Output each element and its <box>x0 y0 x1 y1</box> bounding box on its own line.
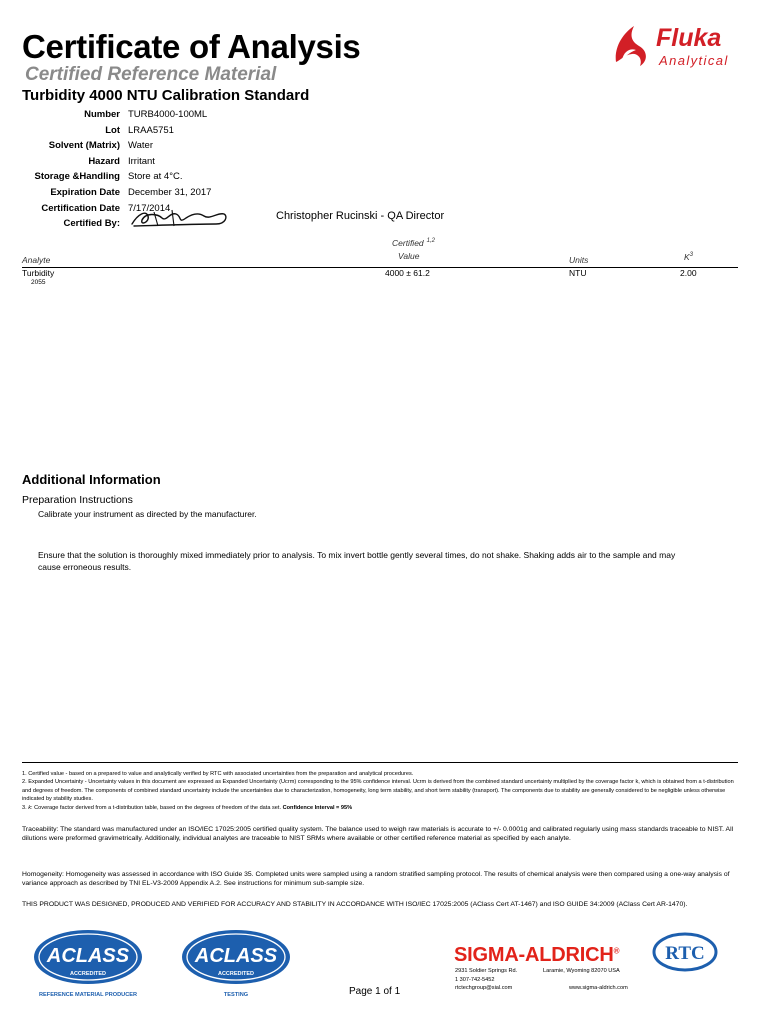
footnote-3-k: k <box>28 804 32 811</box>
detail-label: Expiration Date <box>50 186 120 198</box>
header-certified <box>392 238 435 248</box>
footnotes <box>22 770 738 812</box>
detail-hazard <box>0 156 500 172</box>
aclass-accredited: ACCREDITED <box>217 971 255 977</box>
header-value: Value <box>398 251 420 261</box>
footnote-3-text: : Coverage factor derived from a t-distribution table, based on the degrees of freedom of the data set. <box>31 804 282 811</box>
row-units: NTU <box>569 268 587 278</box>
prep-instruction-1: Calibrate your instrument as directed by the manufacturer. <box>38 509 257 519</box>
detail-label: Certified By: <box>63 218 120 230</box>
footnote-3-bold: Confidence Interval = 95% <box>282 804 353 811</box>
aclass-caption: REFERENCE MATERIAL PRODUCER <box>39 992 137 998</box>
detail-storage <box>0 171 500 187</box>
company-address-1: 2931 Soldier Springs Rd. <box>455 968 518 974</box>
product-name: Turbidity 4000 NTU Calibration Standard <box>22 87 310 104</box>
header-k <box>684 252 693 262</box>
aclass-accredited: ACCREDITED <box>69 971 107 977</box>
signer-name: Christopher Rucinski - QA Director <box>276 210 445 222</box>
aclass-logo-icon <box>180 928 292 986</box>
fluka-subtitle: Analytical <box>659 53 729 68</box>
footnote-3 <box>22 804 738 812</box>
sigma-aldrich-logo <box>454 944 619 967</box>
row-value: 4000 ± 61.2 <box>385 268 430 278</box>
header-analyte: Analyte <box>22 255 51 265</box>
fluka-flame-icon <box>612 24 652 68</box>
header-certified-text: Certified <box>392 238 424 248</box>
company-address-2: Laramie, Wyoming 82070 USA <box>543 968 620 974</box>
compliance-statement: THIS PRODUCT WAS DESIGNED, PRODUCED AND VERIFIED FOR ACCURACY AND STABILITY IN ACCORDANCE WITH ISO/IEC 17025:2005 (AClass Cert AT-1467) and ISO GUIDE 34:2009 (AClass Cert AR-1470). <box>22 901 688 908</box>
detail-label: Storage &Handling <box>34 171 120 183</box>
company-website: www.sigma-aldrich.com <box>569 985 628 991</box>
certificate-subtitle: Certified Reference Material <box>25 64 277 85</box>
rtc-word: RTC <box>665 943 705 964</box>
header-units: Units <box>569 255 589 265</box>
page-number: Page 1 of 1 <box>349 986 401 997</box>
detail-label: Solvent (Matrix) <box>48 140 120 152</box>
row-analyte-code: 2055 <box>31 279 46 286</box>
footnote-rule <box>22 762 738 763</box>
detail-value: Irritant <box>128 155 155 167</box>
prep-instruction-2: Ensure that the solution is thoroughly mixed immediately prior to analysis. To mix invert bottle gently several times, do not shake. Shaking adds air to the sample and may cause erroneous results. <box>38 550 676 572</box>
header-certified-sup: 1,2 <box>426 238 435 245</box>
sigma-aldrich-reg: ® <box>613 946 620 956</box>
footnote-1: 1. Certified value - based on a prepared to value and analytically verified by RTC with associated uncertainties from the preparation and analytical procedures. <box>22 771 414 777</box>
detail-expiration <box>0 187 500 203</box>
aclass-word: ACLASS <box>46 945 130 967</box>
detail-value: Store at 4°C. <box>128 171 183 183</box>
preparation-heading: Preparation Instructions <box>22 494 133 506</box>
detail-label: Lot <box>105 124 120 136</box>
detail-value: TURB4000-100ML <box>128 109 208 120</box>
detail-value: Water <box>128 140 153 152</box>
detail-solvent <box>0 140 500 156</box>
homogeneity-text: Homogeneity: Homogeneity was assessed in accordance with ISO Guide 35. Completed units were sampled using a random stratified sampling protocol. The results of chemical analysis were then compared using a one-way analysis of variance approach as described by TNI EL-V3-2009 Appendix A.2. See instructions for minimum sub-sample size. <box>22 871 730 888</box>
detail-lot <box>0 125 500 141</box>
aclass-caption: TESTING <box>223 992 249 998</box>
row-analyte: Turbidity <box>22 268 55 278</box>
detail-label: Number <box>84 109 120 120</box>
aclass-badge-testing <box>180 928 292 998</box>
signature-image <box>128 206 232 230</box>
company-email: rtctechgroup@sial.com <box>455 985 513 991</box>
detail-value: 7/17/2014 <box>128 202 171 214</box>
detail-label: Certification Date <box>41 202 120 214</box>
additional-info-heading: Additional Information <box>22 472 161 487</box>
aclass-logo-icon <box>32 928 144 986</box>
rtc-logo-icon <box>652 932 718 972</box>
detail-number <box>0 109 500 125</box>
table-header-rule <box>22 267 738 268</box>
header-k-sup: 3 <box>689 252 694 259</box>
company-phone: 1 307-742-5452 <box>455 977 495 983</box>
traceability-text: Traceability: The standard was manufactured under an ISO/IEC 17025:2005 certified quality system. The balance used to weigh raw materials is accurate to +/- 0.0001g and calibrated regularly using mass standards traceable to NIST. All dilutions were preformed gravimetrically. Additionally, individual analytes are traceable to NIST SRMs where available or other certified reference material as specified by each analyte. <box>22 826 734 843</box>
fluka-wordmark: Fluka <box>656 24 722 52</box>
footnote-2: 2. Expanded Uncertainty - Uncertainty values in this document are expressed as Expanded Uncertainty (Ucrm) corresponding to the 95% confidence interval. Ucrm is derived from the combined standard uncertainty multiplied by the coverage factor k, which is obtained from a t-distribution and degrees of freedom. The components of combined standard uncertainty include the uncertainties due to characterization, homogeneity, long term stability, and short term stability (transport). The components due to stability are generally considered to be negligible unless otherwise indicated by stability studies. <box>22 779 734 803</box>
row-k: 2.00 <box>680 268 697 278</box>
certificate-title: Certificate of Analysis <box>22 28 361 65</box>
fluka-logo <box>612 22 747 72</box>
detail-value: December 31, 2017 <box>128 186 212 198</box>
detail-value: LRAA5751 <box>128 124 174 136</box>
aclass-word: ACLASS <box>194 945 278 967</box>
aclass-badge-rmp <box>32 928 144 998</box>
sigma-aldrich-wordmark: SIGMA-ALDRICH <box>454 944 614 966</box>
detail-label: Hazard <box>88 155 120 167</box>
footnote-3-prefix: 3. <box>22 804 27 811</box>
header-k-text: K <box>684 252 690 262</box>
